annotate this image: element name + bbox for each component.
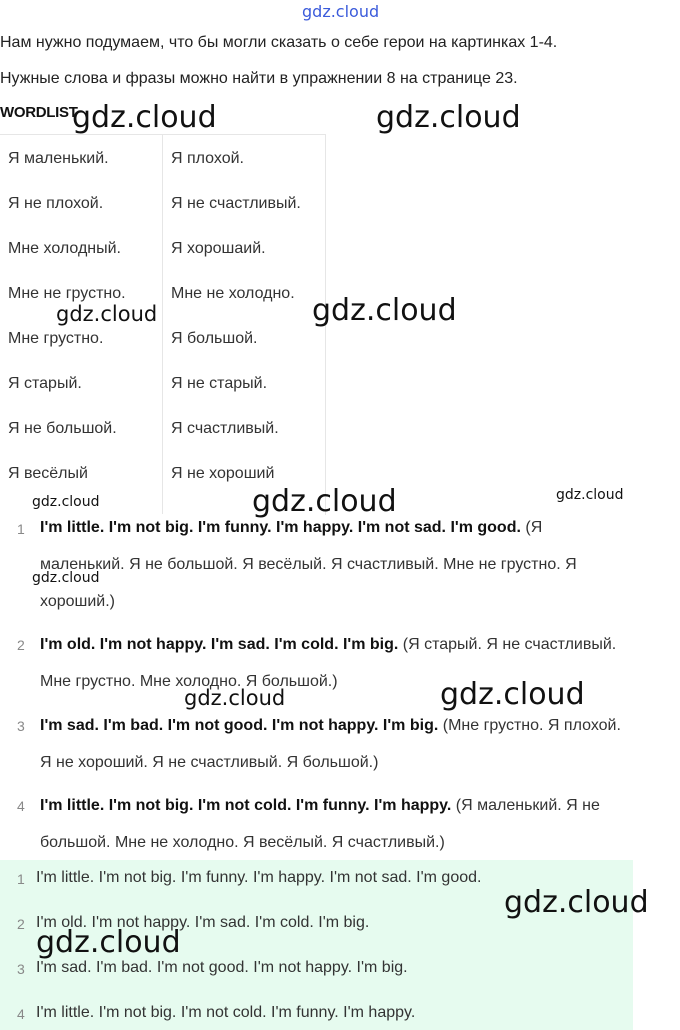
wordlist-left-cell: Я старый. [8, 375, 82, 392]
watermark: gdz.cloud [440, 677, 585, 712]
answer-ru: (Я старый. Я не счастливый. [402, 636, 617, 653]
wordlist-divider [162, 134, 163, 514]
summary-number: 1 [17, 871, 25, 887]
answer-number: 1 [17, 521, 25, 537]
answer-item-3 [40, 707, 670, 781]
answer-ru: (Мне грустно. Я плохой. [442, 717, 621, 734]
answer-ru: Мне грустно. Мне холодно. Я большой.) [40, 673, 338, 690]
watermark: gdz.cloud [32, 494, 100, 510]
wordlist-left-cell: Я весёлый [8, 465, 88, 482]
watermark: gdz.cloud [36, 925, 181, 960]
wordlist-right-cell: Я не хороший [171, 465, 275, 482]
answer-ru: маленький. Я не большой. Я весёлый. Я счастливый. Мне не грустно. Я [40, 556, 577, 573]
answer-ru: Я не хороший. Я не счастливый. Я большой.) [40, 754, 379, 771]
answer-number: 4 [17, 798, 25, 814]
summary-line: I'm little. I'm not big. I'm not cold. I'm funny. I'm happy. [36, 1004, 416, 1021]
wordlist-right-cell: Я большой. [171, 330, 258, 347]
wordlist-right-cell: Я не старый. [171, 375, 268, 392]
watermark: gdz.cloud [72, 100, 217, 135]
answer-en: I'm sad. I'm bad. I'm not good. I'm not happy. I'm big. [40, 717, 439, 734]
answer-item-1 [40, 509, 670, 620]
answer-number: 2 [17, 637, 25, 653]
summary-line: I'm sad. I'm bad. I'm not good. I'm not happy. I'm big. [36, 959, 408, 976]
wordlist-left-cell: Я не плохой. [8, 195, 104, 212]
wordlist-left-cell: Я маленький. [8, 150, 109, 167]
answer-ru: большой. Мне не холодно. Я весёлый. Я счастливый.) [40, 834, 445, 851]
intro-line-1: Нам нужно подумаем, что бы могли сказать о себе герои на картинках 1-4. [0, 34, 558, 51]
wordlist-right-cell: Я счастливый. [171, 420, 279, 437]
wordlist-heading: WORDLIST [0, 104, 78, 121]
summary-line: I'm little. I'm not big. I'm funny. I'm happy. I'm not sad. I'm good. [36, 869, 482, 886]
answer-number: 3 [17, 718, 25, 734]
summary-number: 2 [17, 916, 25, 932]
summary-number: 4 [17, 1006, 25, 1022]
watermark: gdz.cloud [32, 570, 100, 586]
answer-ru: (Я маленький. Я не [455, 797, 600, 814]
watermark-top: gdz.cloud [302, 2, 380, 21]
watermark: gdz.cloud [376, 100, 521, 135]
answer-ru: (Я [525, 519, 543, 536]
watermark: gdz.cloud [504, 885, 649, 920]
wordlist-right-cell: Мне не холодно. [171, 285, 295, 302]
answer-en: I'm old. I'm not happy. I'm sad. I'm cold. I'm big. [40, 636, 399, 653]
watermark: gdz.cloud [312, 293, 457, 328]
wordlist-right-cell: Я хорошаий. [171, 240, 266, 257]
summary-number: 3 [17, 961, 25, 977]
wordlist-right-cell: Я не счастливый. [171, 195, 301, 212]
answer-en: I'm little. I'm not big. I'm funny. I'm happy. I'm not sad. I'm good. [40, 519, 521, 536]
watermark: gdz.cloud [56, 302, 158, 326]
watermark: gdz.cloud [556, 487, 624, 503]
watermark: gdz.cloud [184, 686, 286, 710]
summary-line: I'm old. I'm not happy. I'm sad. I'm cold. I'm big. [36, 914, 370, 931]
watermark: gdz.cloud [252, 484, 397, 519]
wordlist-left-cell: Мне холодный. [8, 240, 121, 257]
wordlist-left-cell: Мне грустно. [8, 330, 104, 347]
answer-en: I'm little. I'm not big. I'm not cold. I'm funny. I'm happy. [40, 797, 452, 814]
wordlist-left-cell: Я не большой. [8, 420, 117, 437]
wordlist-table [0, 134, 326, 515]
wordlist-right-cell: Я плохой. [171, 150, 244, 167]
answer-ru: хороший.) [40, 593, 115, 610]
answer-item-4 [40, 787, 670, 861]
intro-line-2: Нужные слова и фразы можно найти в упражнении 8 на странице 23. [0, 70, 518, 87]
wordlist-left-cell: Мне не грустно. [8, 285, 126, 302]
